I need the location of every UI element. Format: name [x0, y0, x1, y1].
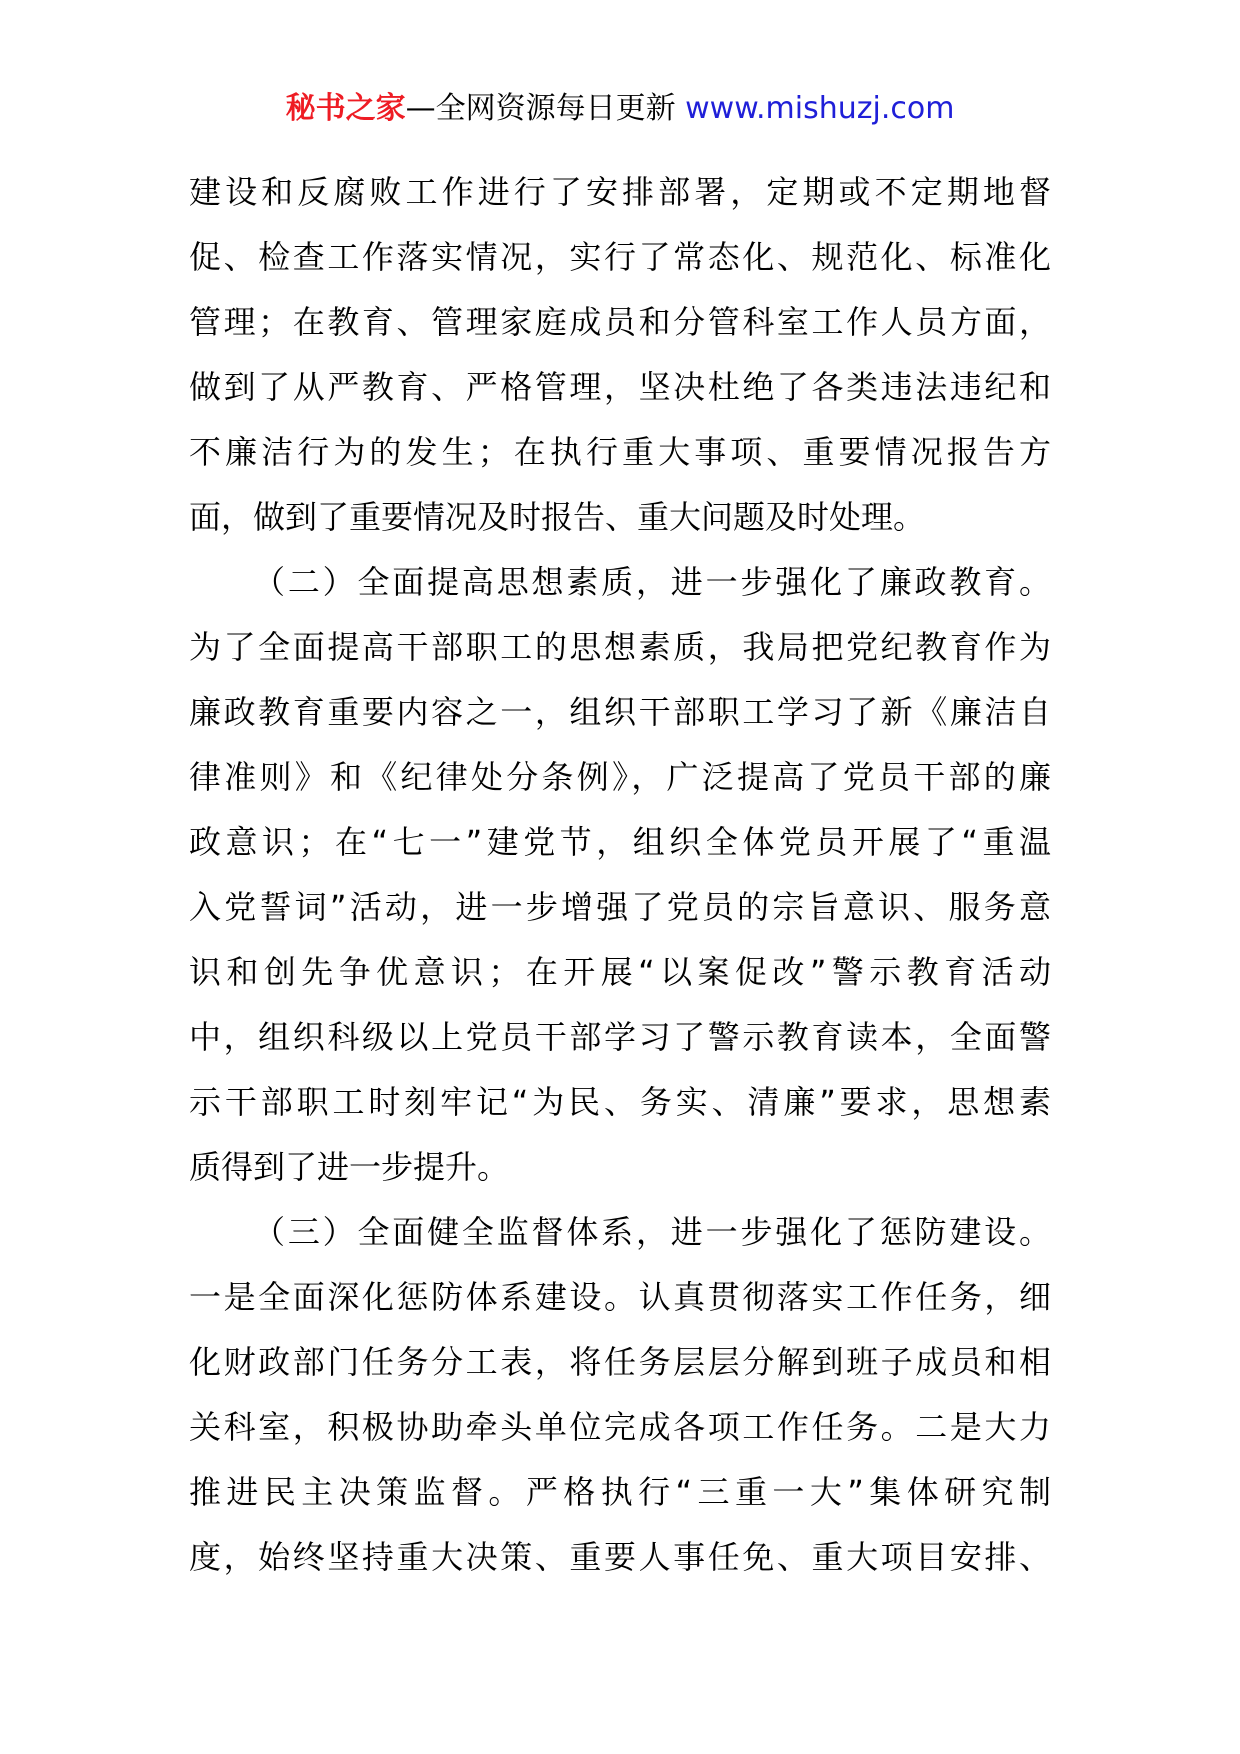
body-line: 关科室，积极协助牵头单位完成各项工作任务。二是大力 — [189, 1408, 1051, 1446]
body-line: 做到了从严教育、严格管理，坚决杜绝了各类违法违纪和 — [189, 368, 1051, 406]
body-line: 廉政教育重要内容之一，组织干部职工学习了新《廉洁自 — [189, 693, 1051, 731]
body-line: 质得到了进一步提升。 — [189, 1148, 510, 1186]
site-brand: 秘书之家 — [285, 91, 406, 126]
body-line: 一是全面深化惩防体系建设。认真贯彻落实工作任务，细 — [189, 1278, 1051, 1316]
section-heading: （二）全面提高思想素质，进一步强化了廉政教育。 — [253, 563, 1051, 601]
body-line: 识和创先争优意识；在开展“以案促改”警示教育活动 — [189, 953, 1051, 991]
section-heading: （三）全面健全监督体系，进一步强化了惩防建设。 — [253, 1213, 1051, 1251]
document-body — [189, 160, 1051, 1590]
site-tagline: —全网资源每日更新 — [405, 91, 686, 126]
body-line: 化财政部门任务分工表，将任务层层分解到班子成员和相 — [189, 1343, 1051, 1381]
body-line: 政意识；在“七一”建党节，组织全体党员开展了“重温 — [189, 823, 1051, 861]
site-url-link[interactable]: www.mishuzj.com — [685, 91, 955, 126]
body-line: 管理；在教育、管理家庭成员和分管科室工作人员方面， — [189, 303, 1051, 341]
body-line: 入党誓词”活动，进一步增强了党员的宗旨意识、服务意 — [189, 888, 1051, 926]
body-line: 中，组织科级以上党员干部学习了警示教育读本，全面警 — [189, 1018, 1051, 1056]
body-line: 推进民主决策监督。严格执行“三重一大”集体研究制 — [189, 1473, 1051, 1511]
body-line: 度，始终坚持重大决策、重要人事任免、重大项目安排、 — [189, 1538, 1051, 1576]
site-header — [0, 86, 1240, 132]
body-line: 促、检查工作落实情况，实行了常态化、规范化、标准化 — [189, 238, 1051, 276]
body-line: 为了全面提高干部职工的思想素质，我局把党纪教育作为 — [189, 628, 1051, 666]
body-line: 建设和反腐败工作进行了安排部署，定期或不定期地督 — [189, 173, 1051, 211]
body-line: 示干部职工时刻牢记“为民、务实、清廉”要求，思想素 — [189, 1083, 1051, 1121]
body-line: 不廉洁行为的发生；在执行重大事项、重要情况报告方 — [189, 433, 1051, 471]
body-line: 面，做到了重要情况及时报告、重大问题及时处理。 — [189, 498, 926, 536]
body-line: 律准则》和《纪律处分条例》，广泛提高了党员干部的廉 — [189, 758, 1051, 796]
